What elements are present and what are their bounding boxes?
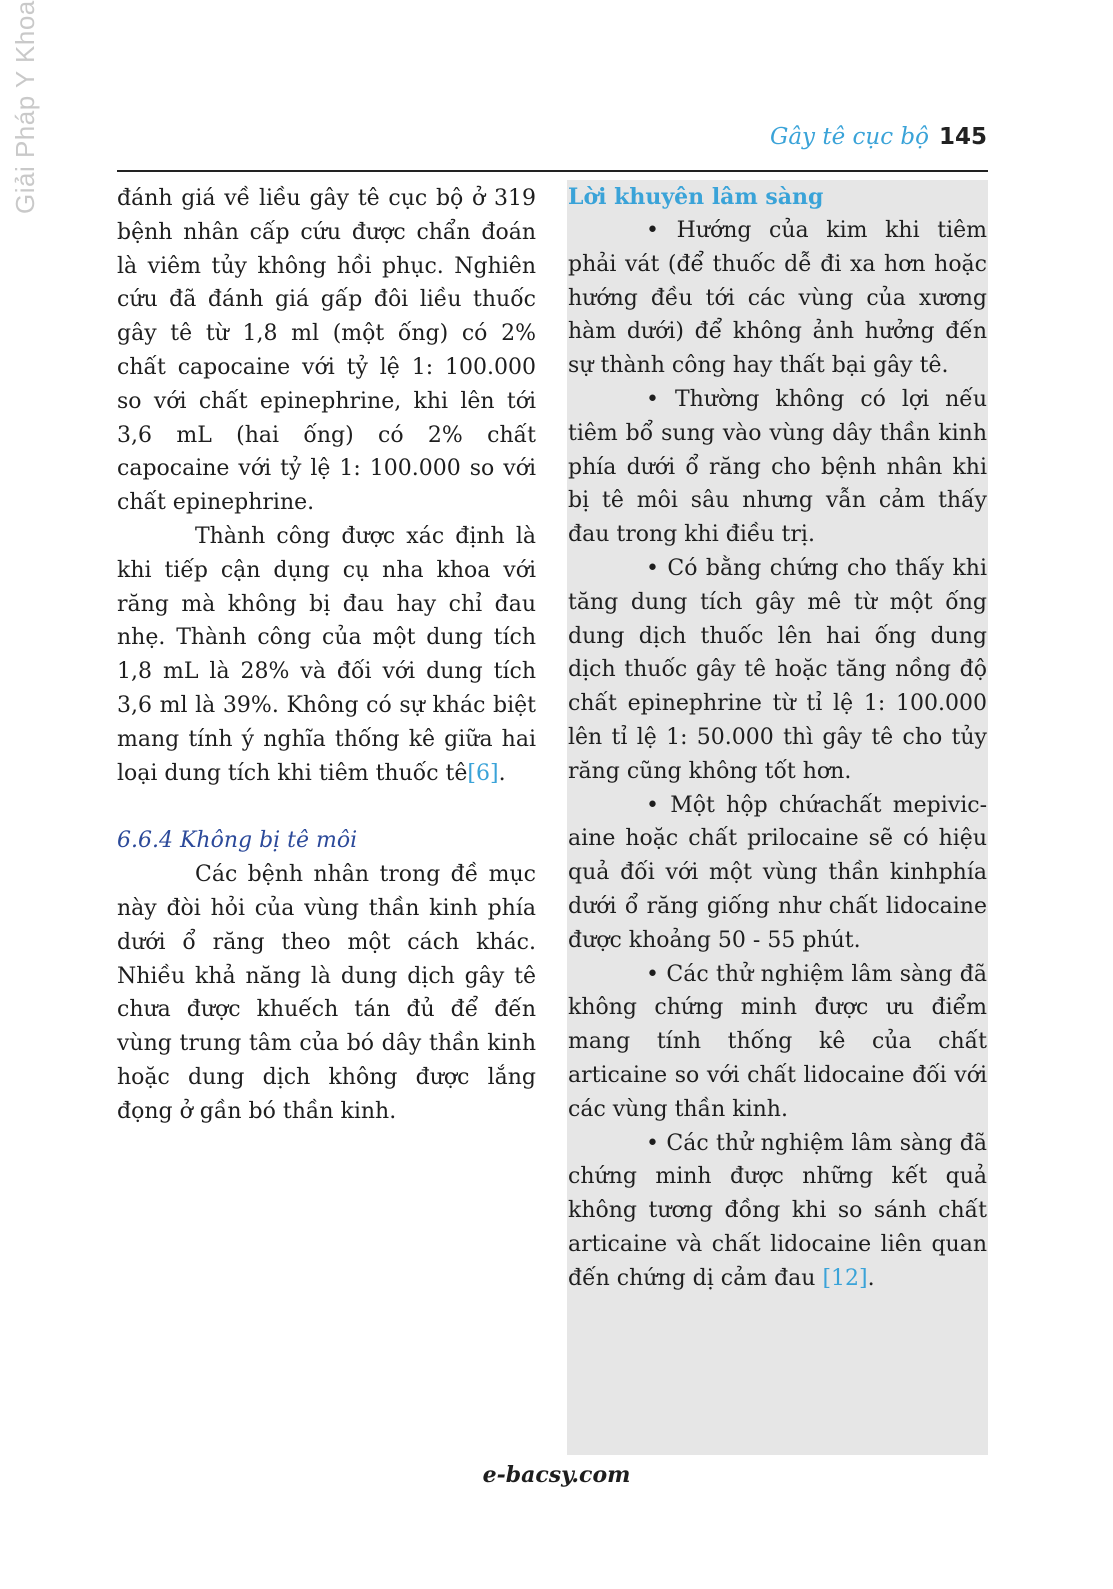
paragraph-success <box>117 520 536 790</box>
tip-text: Các thử nghiệm lâm sàng đã không chứng minh được ưu điểm mang tính thống kê của chất articaine so với chất lidocaine đối với các vùng thần kinh. <box>568 961 988 1122</box>
tip-item <box>568 958 987 1127</box>
paragraph-success-text: Thành công được xác định là khi tiếp cận dụng cụ nha khoa với răng mà không bị đau hay chỉ đau nhẹ. Thành công của một dung tích 1,8 mL là 28% và đối với dung tích 3,6 ml là 39%. Không có sự khác biệt mang tính ý nghĩa thống kê giữa hai loại dung tích khi tiêm thuốc tê <box>117 523 536 786</box>
side-watermark <box>0 0 40 216</box>
footer-site: e-bacsy.com <box>482 1462 631 1488</box>
tip-text: Các thử nghiệm lâm sàng đã chứng minh được những kết quả không tương đồng khi so sánh chất articaine và chất lidocaine liên quan đến chứng dị cảm đau <box>568 1130 988 1291</box>
chapter-title: Gây tê cục bộ <box>769 124 929 150</box>
paragraph-continued: đánh giá về liều gây tê cục bộ ở 319 bệnh nhân cấp cứu được chẩn đoán là viêm tủy không hồi phục. Nghiên cứu đã đánh giá gấp đôi liều thuốc gây tê từ 1,8 ml (một ống) có 2% chất capocaine với tỷ lệ 1: 100.000 so với chất epinephrine, khi lên tới 3,6 mL (hai ống) có 2% chất capocaine với tỷ lệ 1: 100.000 so với chất epinephrine. <box>117 186 536 516</box>
bullet-icon: • <box>646 961 659 987</box>
tip-text: Có bằng chứng cho thấy khi tăng dung tích gây mê từ một ống dung dịch thuốc lên hai ống dung dịch thuốc gây tê hoặc tăng nồng độ chất epinephrine từ tỉ lệ 1: 100.000 lên tỉ lệ 1: 50.000 thì gây tê cho tủy răng cũng không tốt hơn. <box>568 555 987 784</box>
tip-item <box>568 1127 987 1296</box>
tip-item <box>568 789 987 958</box>
paragraph-no-lip-numbness: Các bệnh nhân trong đề mục này đòi hỏi của vùng thần kinh phía dưới ổ răng theo một cách khác. Nhiều khả năng là dung dịch gây tê chưa được khuếch tán đủ để đến vùng trung tâm của bó dây thần kinh hoặc dung dịch không được lắng đọng ở gần bó thần kinh. <box>117 862 536 1124</box>
clinical-tips-title: Lời khuyên lâm sàng <box>568 184 824 210</box>
tip-item <box>568 383 987 552</box>
citation-link[interactable]: [12] <box>822 1265 868 1291</box>
citation-link[interactable]: [6] <box>467 760 499 786</box>
bullet-icon: • <box>646 218 659 243</box>
tip-item <box>568 214 987 383</box>
bullet-icon: • <box>646 386 659 412</box>
paragraph-success-end: . <box>498 760 506 786</box>
bullet-icon: • <box>646 792 659 818</box>
bullet-icon: • <box>646 555 659 581</box>
clinical-tips-box <box>567 180 988 1455</box>
tip-text: Hướng của kim khi tiêm phải vát (để thuốc dễ đi xa hơn hoặc hướng đều tới các vùng của xương hàm dưới) để không ảnh hưởng đến sự thành công hay thất bại gây tê. <box>568 218 987 379</box>
tip-item <box>568 552 987 789</box>
tip-text: Thường không có lợi nếu tiêm bổ sung vào vùng dây thần kinh phía dưới ổ răng cho bệnh nhân khi bị tê môi sâu nhưng vẫn cảm thấy đau trong khi điều trị. <box>568 386 987 548</box>
header-rule <box>117 170 988 172</box>
section-heading: 6.6.4 Không bị tê môi <box>117 828 358 854</box>
side-watermark-text: Giải Pháp Y Khoa <box>10 0 40 214</box>
tip-text: Một hộp chứachất mepivicaine hoặc chất prilocaine sẽ có hiệu quả đối với một vùng thần kinhphía dưới ổ răng giống như chất lidocaine được khoảng 50 - 55 phút. <box>568 792 987 953</box>
bullet-icon: • <box>646 1130 659 1156</box>
left-column <box>117 182 536 1129</box>
page-number: 145 <box>938 124 987 150</box>
running-header <box>770 124 987 158</box>
tip-text-end: . <box>867 1265 875 1291</box>
